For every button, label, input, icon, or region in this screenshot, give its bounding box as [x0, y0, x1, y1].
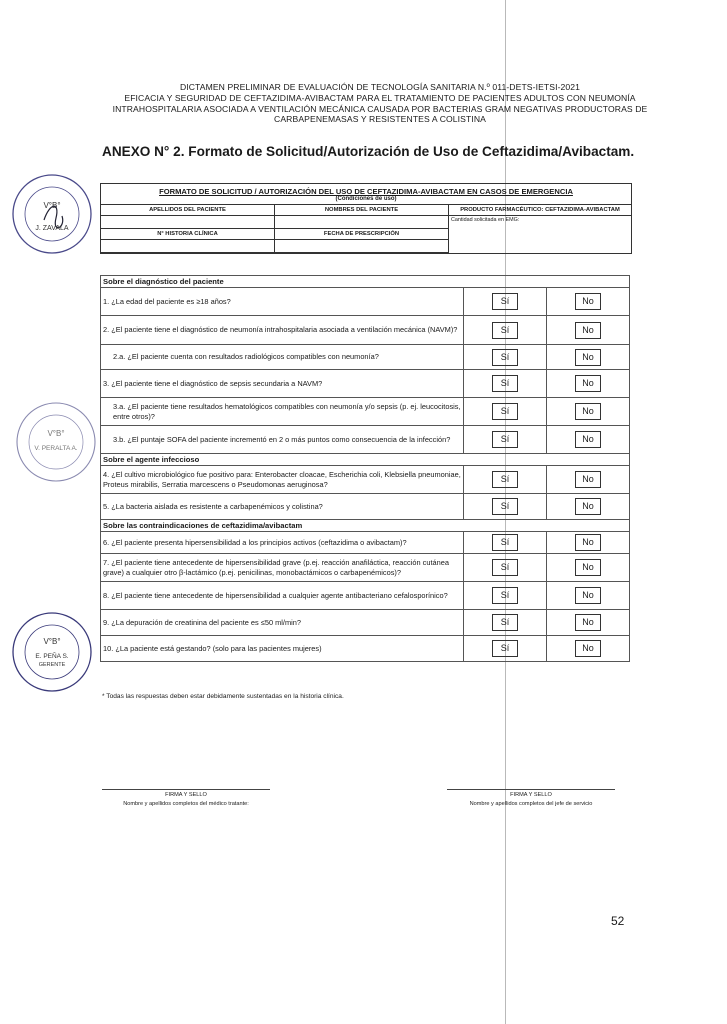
no-answer-cell [547, 554, 630, 582]
no-answer-cell [547, 426, 630, 454]
question-row [101, 554, 630, 582]
yes-checkbox[interactable]: Sí [492, 534, 518, 551]
yes-checkbox[interactable]: Sí [492, 322, 518, 339]
stamp-role: GERENTE [38, 662, 66, 668]
no-checkbox[interactable]: No [575, 587, 601, 604]
signature-line-chief [447, 789, 615, 790]
no-answer-cell [547, 345, 630, 370]
question-row [101, 288, 630, 316]
no-checkbox[interactable]: No [575, 431, 601, 448]
question-row [101, 426, 630, 454]
question-text: 4. ¿El cultivo microbiológico fue positivo para: Enterobacter cloacae, Escherichia coli, Klebsiella pneumoniae, Proteus mirabilis, Serratia marcescens o Pseudomonas aeruginosa? [101, 466, 464, 494]
yes-answer-cell [464, 532, 547, 554]
no-checkbox[interactable]: No [575, 349, 601, 366]
question-text: 1. ¿La edad del paciente es ≥18 años? [101, 288, 464, 316]
footnote: * Todas las respuestas deben estar debidamente sustentadas en la historia clínica. [102, 693, 344, 700]
no-checkbox[interactable]: No [575, 559, 601, 576]
no-checkbox[interactable]: No [575, 403, 601, 420]
section-header [101, 520, 630, 532]
yes-checkbox[interactable]: Sí [492, 293, 518, 310]
stamp-vb: V°B° [43, 637, 61, 646]
yes-checkbox[interactable]: Sí [492, 471, 518, 488]
question-text: 3. ¿El paciente tiene el diagnóstico de sepsis secundaria a NAVM? [101, 370, 464, 398]
yes-answer-cell [464, 398, 547, 426]
patient-surname-header: APELLIDOS DEL PACIENTE [101, 205, 275, 216]
stamp-name: J. ZAVALA [35, 225, 69, 232]
question-row [101, 636, 630, 662]
section-header [101, 276, 630, 288]
question-text: 7. ¿El paciente tiene antecedente de hipersensibilidad grave (p.ej. reacción anafiláctica, reacción cutánea grave) a cualquier otro β-lactámico (p.ej. penicilinas, monobactámicos o carbapenémicos)? [101, 554, 464, 582]
quantity-requested-field[interactable]: Cantidad solicitada en EMG: [451, 217, 520, 223]
yes-answer-cell [464, 610, 547, 636]
page-number: 52 [611, 914, 625, 928]
yes-answer-cell [464, 316, 547, 345]
section-header [101, 454, 630, 466]
no-answer-cell [547, 466, 630, 494]
yes-checkbox[interactable]: Sí [492, 375, 518, 392]
no-checkbox[interactable]: No [575, 614, 601, 631]
section-title: Sobre el agente infeccioso [101, 454, 630, 466]
stamp-vb: V°B° [47, 429, 65, 438]
prescription-date-field[interactable] [275, 240, 449, 253]
signature-caption: Nombre y apellidos completos del jefe de servicio [469, 801, 593, 807]
question-text: 8. ¿El paciente tiene antecedente de hipersensibilidad a cualquier agente antibacteriano cefalosporínico? [101, 582, 464, 610]
question-row [101, 345, 630, 370]
yes-checkbox[interactable]: Sí [492, 403, 518, 420]
signature-title: FIRMA Y SELLO [165, 792, 207, 798]
signature-label-physician [86, 792, 286, 807]
section-title: Sobre las contraindicaciones de ceftazidima/avibactam [101, 520, 630, 532]
patient-surname-field[interactable] [101, 216, 275, 229]
no-answer-cell [547, 610, 630, 636]
yes-answer-cell [464, 466, 547, 494]
no-checkbox[interactable]: No [575, 293, 601, 310]
question-text: 3.b. ¿El puntaje SOFA del paciente incrementó en 2 o más puntos como consecuencia de la infección? [101, 426, 464, 454]
yes-checkbox[interactable]: Sí [492, 349, 518, 366]
yes-checkbox[interactable]: Sí [492, 431, 518, 448]
stamp-name: V. PERALTA A. [34, 445, 78, 452]
no-answer-cell [547, 398, 630, 426]
history-number-header: N° HISTORIA CLÍNICA [101, 229, 275, 240]
no-answer-cell [547, 532, 630, 554]
yes-checkbox[interactable]: Sí [492, 614, 518, 631]
no-answer-cell [547, 494, 630, 520]
signature-label-chief [431, 792, 631, 807]
yes-checkbox[interactable]: Sí [492, 587, 518, 604]
question-text: 5. ¿La bacteria aislada es resistente a carbapenémicos y colistina? [101, 494, 464, 520]
yes-answer-cell [464, 554, 547, 582]
question-row [101, 466, 630, 494]
question-row [101, 532, 630, 554]
yes-answer-cell [464, 345, 547, 370]
product-header: PRODUCTO FARMACÉUTICO: CEFTAZIDIMA-AVIBACTAM [449, 205, 631, 216]
patient-names-field[interactable] [275, 216, 449, 229]
yes-checkbox[interactable]: Sí [492, 498, 518, 515]
section-title: Sobre el diagnóstico del paciente [101, 276, 630, 288]
no-checkbox[interactable]: No [575, 498, 601, 515]
approval-stamp-3 [10, 610, 94, 694]
stamp-name: E. PEÑA S. [35, 653, 69, 660]
question-text: 2.a. ¿El paciente cuenta con resultados radiológicos compatibles con neumonía? [101, 345, 464, 370]
yes-checkbox[interactable]: Sí [492, 640, 518, 657]
no-answer-cell [547, 288, 630, 316]
no-checkbox[interactable]: No [575, 640, 601, 657]
header-line: CARBAPENEMASAS Y RESISTENTES A COLISTINA [274, 114, 486, 125]
question-text: 2. ¿El paciente tiene el diagnóstico de neumonía intrahospitalaria asociada a ventilación mecánica (NAVM)? [101, 316, 464, 345]
annex-title: ANEXO N° 2. Formato de Solicitud/Autorización de Uso de Ceftazidima/Avibactam. [102, 144, 635, 159]
question-text: 6. ¿El paciente presenta hipersensibilidad a los principios activos (ceftazidima o avibactam)? [101, 532, 464, 554]
no-answer-cell [547, 370, 630, 398]
document-header [100, 82, 660, 125]
no-answer-cell [547, 636, 630, 662]
no-answer-cell [547, 316, 630, 345]
no-checkbox[interactable]: No [575, 375, 601, 392]
question-row [101, 370, 630, 398]
prescription-date-header: FECHA DE PRESCRIPCIÓN [275, 229, 449, 240]
header-line: EFICACIA Y SEGURIDAD DE CEFTAZIDIMA-AVIBACTAM PARA EL TRATAMIENTO DE PACIENTES ADULTOS CON NEUMONÍA [124, 92, 636, 103]
patient-names-header: NOMBRES DEL PACIENTE [275, 205, 449, 216]
signature-title: FIRMA Y SELLO [510, 792, 552, 798]
no-checkbox[interactable]: No [575, 471, 601, 488]
no-checkbox[interactable]: No [575, 534, 601, 551]
header-line: INTRAHOSPITALARIA ASOCIADA A VENTILACIÓN MECÁNICA CAUSADA POR BACTERIAS GRAM NEGATIVAS PRODUCTORAS DE [112, 103, 648, 114]
form-subtitle: (Condiciones de uso) [335, 196, 397, 202]
yes-answer-cell [464, 582, 547, 610]
signature-line-physician [102, 789, 270, 790]
question-row [101, 316, 630, 345]
signature-caption: Nombre y apellidos completos del médico tratante: [123, 801, 249, 807]
question-text: 3.a. ¿El paciente tiene resultados hematológicos compatibles con neumonía y/o sepsis (p. ej. leucocitosis, entre otros)? [101, 398, 464, 426]
yes-checkbox[interactable]: Sí [492, 559, 518, 576]
question-row [101, 398, 630, 426]
question-text: 9. ¿La depuración de creatinina del paciente es ≤50 ml/min? [101, 610, 464, 636]
approval-stamp-1 [10, 172, 94, 256]
question-row [101, 610, 630, 636]
no-answer-cell [547, 582, 630, 610]
approval-stamp-2 [14, 400, 98, 484]
criteria-questionnaire [100, 275, 630, 662]
no-checkbox[interactable]: No [575, 322, 601, 339]
request-form-header [100, 183, 632, 254]
form-title: FORMATO DE SOLICITUD / AUTORIZACIÓN DEL USO DE CEFTAZIDIMA-AVIBACTAM EN CASOS DE EMERGENCIA [159, 187, 573, 196]
patient-info-grid [101, 204, 631, 253]
question-row [101, 582, 630, 610]
yes-answer-cell [464, 288, 547, 316]
yes-answer-cell [464, 370, 547, 398]
stamp-vb: V°B° [43, 201, 61, 210]
question-row [101, 494, 630, 520]
question-text: 10. ¿La paciente está gestando? (solo para las pacientes mujeres) [101, 636, 464, 662]
yes-answer-cell [464, 494, 547, 520]
header-line: DICTAMEN PRELIMINAR DE EVALUACIÓN DE TECNOLOGÍA SANITARIA N.º 011-DETS-IETSI-2021 [179, 82, 581, 92]
history-number-field[interactable] [101, 240, 275, 253]
yes-answer-cell [464, 636, 547, 662]
yes-answer-cell [464, 426, 547, 454]
